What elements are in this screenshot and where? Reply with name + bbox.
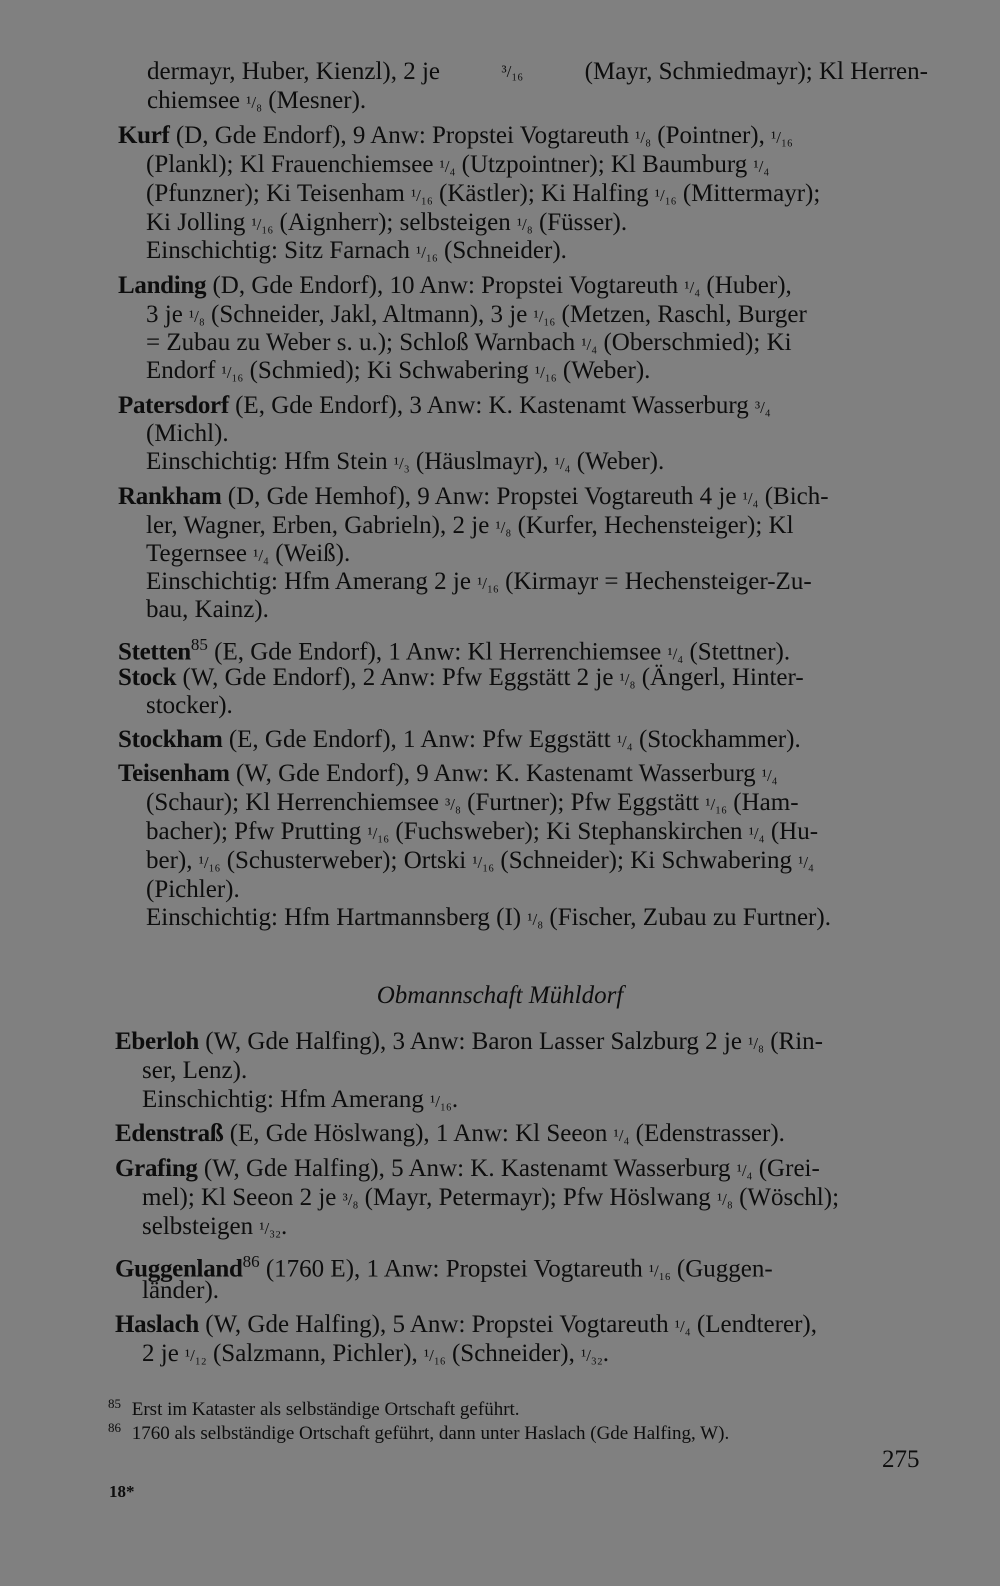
- text: (Pichler).: [146, 876, 240, 903]
- text-line: [147, 58, 928, 86]
- entry-patersdorf: [118, 392, 1000, 422]
- place-name: Haslach: [115, 1311, 200, 1338]
- text-line: [142, 1057, 1000, 1085]
- place-name: Stock: [118, 664, 177, 691]
- text: (Aignherr); selbsteigen: [273, 209, 517, 236]
- text: (Schaur); Kl Herrenchiemsee: [146, 789, 446, 816]
- text: mel); Kl Seeon 2 je: [142, 1184, 343, 1211]
- fraction: ¹/₁₆: [648, 1261, 671, 1281]
- text-line: [142, 1277, 1000, 1305]
- text: 2 je: [142, 1340, 186, 1367]
- text: dermayr, Huber, Kienzl), 2 je: [147, 58, 447, 85]
- fraction: ¹/₈: [189, 307, 205, 326]
- text: 3 je: [146, 301, 190, 328]
- text: = Zubau zu Weber s. u.); Schloß Warnbach: [146, 329, 582, 356]
- fraction: ¹/₁₆: [705, 795, 728, 814]
- text-line: [146, 209, 1000, 239]
- text-line: [142, 1340, 1000, 1370]
- fraction: ¹/₄: [742, 489, 759, 508]
- text: (Mayr, Schmiedmayr); Kl Herren-: [578, 58, 928, 85]
- fraction: ¹/₁₂: [185, 1346, 207, 1365]
- place-name: Eberloh: [115, 1028, 200, 1055]
- text: .: [281, 1213, 288, 1240]
- text: (Mesner).: [262, 87, 367, 114]
- text: ser, Lenz).: [142, 1057, 248, 1084]
- text: (Schneider); Ki Schwabering: [494, 847, 799, 874]
- fraction: ³/₈: [445, 795, 461, 814]
- place-name: Landing: [118, 272, 207, 299]
- text: (Schneider).: [437, 237, 567, 264]
- text: (Huber),: [700, 272, 792, 299]
- text: Tegernsee: [146, 540, 254, 567]
- text: (Hu-: [764, 818, 819, 845]
- text-line: [146, 151, 926, 181]
- footnote-text: Erst im Kataster als selbständige Ortschaft geführt.: [131, 1399, 520, 1421]
- place-name: Guggenland: [115, 1255, 243, 1283]
- text-line: [146, 818, 1000, 848]
- text: (E, Gde Endorf), 3 Anw: K. Kastenamt Wasserburg: [228, 392, 755, 419]
- fraction: ¹/₁₆: [416, 243, 438, 262]
- text: (Schusterweber); Ortski: [220, 847, 473, 874]
- text-line: [146, 568, 1000, 598]
- text-line: [146, 847, 1000, 877]
- text: (Michl).: [146, 420, 229, 447]
- text: (Oberschmied); Ki: [597, 329, 792, 356]
- fraction: ¹/₄: [613, 1126, 630, 1145]
- text-line: [146, 596, 1000, 624]
- text: (Utzpointner); Kl Baumburg: [455, 151, 754, 178]
- footnote-ref: 86: [242, 1252, 260, 1271]
- footnote-ref: 85: [190, 635, 208, 654]
- text: (Furtner); Pfw Eggstätt: [460, 789, 706, 816]
- entry-stock: [118, 664, 1000, 694]
- text: Einschichtig: Hfm Stein: [146, 448, 394, 475]
- text: (Grei-: [752, 1155, 820, 1182]
- place-name: Rankham: [118, 483, 222, 510]
- text-line: [146, 789, 1000, 819]
- place-name: Stetten: [118, 638, 191, 666]
- fraction: ¹/₄: [674, 1317, 691, 1336]
- text-line: [142, 1184, 1000, 1214]
- fraction: ¹/₁₆: [771, 128, 793, 147]
- text: (Plankl); Kl Frauenchiemsee: [146, 151, 440, 178]
- text: (W, Gde Halfing), 5 Anw: K. Kastenamt Wasserburg: [197, 1155, 737, 1182]
- text: (Fischer, Zubau zu Furtner).: [543, 904, 831, 931]
- footnote-number: 86: [108, 1420, 121, 1435]
- entry-landing: [118, 272, 1000, 302]
- fraction: ¹/₄: [616, 732, 633, 751]
- fraction: ¹/₄: [761, 766, 778, 785]
- entry-grafing: [115, 1155, 1000, 1185]
- text: chiemsee: [147, 87, 247, 114]
- text: .: [602, 1340, 610, 1367]
- text: (Stockhammer).: [632, 726, 801, 753]
- text-line: [146, 420, 1000, 448]
- fraction: ³/₈: [342, 1190, 359, 1209]
- entry-edenstrass: [115, 1120, 1000, 1150]
- text-line: [146, 540, 1000, 570]
- text-line: [146, 904, 1000, 934]
- text-line: [146, 357, 1000, 387]
- text: (W, Gde Endorf), 2 Anw: Pfw Eggstätt 2 je: [176, 664, 620, 691]
- text: (E, Gde Endorf), 1 Anw: Pfw Eggstätt: [222, 726, 617, 753]
- entry-rankham: [118, 483, 1000, 513]
- text: (Bich-: [758, 483, 829, 510]
- text: Endorf: [146, 357, 222, 384]
- text: (Kurfer, Hechensteiger); Kl: [511, 512, 794, 539]
- fraction: ¹/₁₆: [477, 574, 499, 593]
- fraction: ¹/₈: [635, 128, 652, 147]
- text-line: [146, 448, 1000, 478]
- fraction: ¹/₄: [753, 157, 770, 176]
- fraction: ¹/₈: [619, 670, 636, 689]
- text: (Guggen-: [670, 1255, 773, 1283]
- text: (Ängerl, Hinter-: [635, 664, 804, 691]
- text-line: [147, 87, 1000, 117]
- fraction: ¹/₈: [246, 93, 263, 112]
- text: (Fuchsweber); Ki Stephanskirchen: [389, 818, 749, 845]
- entry-haslach: [115, 1311, 1000, 1341]
- fraction: ¹/₈: [717, 1190, 733, 1209]
- fraction: ¹/₄: [798, 853, 814, 872]
- text: ler, Wagner, Erben, Gabrieln), 2 je: [146, 512, 496, 539]
- text: (1760 E), 1 Anw: Propstei Vogtareuth: [259, 1255, 649, 1283]
- text: (E, Gde Höslwang), 1 Anw: Kl Seeon: [223, 1120, 614, 1147]
- fraction: ¹/₁₆: [367, 824, 390, 843]
- fraction: ³/₁₆: [501, 62, 524, 81]
- fraction: ¹/₄: [684, 278, 701, 297]
- place-name: Grafing: [115, 1155, 198, 1182]
- fraction: ¹/₁₆: [411, 186, 433, 205]
- text: Einschichtig: Sitz Farnach: [146, 237, 417, 264]
- text-line: [142, 1086, 1000, 1116]
- fraction: ¹/₁₆: [472, 853, 495, 872]
- text: (Edenstrasser).: [629, 1120, 785, 1147]
- footnote-text: 1760 als selbständige Ortschaft geführt, dann unter Haslach (Gde Halfing, W).: [131, 1423, 730, 1445]
- fraction: ¹/₈: [748, 1034, 764, 1053]
- text: (Schmied); Ki Schwabering: [243, 357, 535, 384]
- text-line: [146, 512, 1000, 542]
- place-name: Teisenham: [118, 760, 230, 787]
- fraction: ¹/₁₆: [654, 186, 677, 205]
- fraction: ¹/₃: [393, 454, 410, 473]
- text: Ki Jolling: [146, 209, 252, 236]
- entry-eberloh: [115, 1028, 1000, 1058]
- fraction: ¹/₁₆: [251, 215, 274, 234]
- text: (Rin-: [763, 1028, 824, 1055]
- text: (Schneider, Jakl, Altmann), 3 je: [204, 301, 534, 328]
- fraction: ¹/₄: [736, 1161, 753, 1180]
- footnote-number: 85: [108, 1396, 121, 1411]
- text: (D, Gde Endorf), 9 Anw: Propstei Vogtareuth: [169, 122, 636, 149]
- place-name: Kurf: [118, 122, 170, 149]
- text: (Lendterer),: [690, 1311, 817, 1338]
- text: (Kästler); Ki Halfing: [432, 180, 655, 207]
- text-line: [146, 301, 1000, 331]
- fraction: ¹/₄: [748, 824, 765, 843]
- text-line: [146, 876, 1000, 904]
- footnote: [108, 1414, 1000, 1449]
- text: (W, Gde Halfing), 3 Anw: Baron Lasser Salzburg 2 je: [199, 1028, 749, 1055]
- text: (Salzmann, Pichler),: [206, 1340, 425, 1367]
- text: bau, Kainz).: [146, 596, 269, 623]
- text: (Metzen, Raschl, Burger: [555, 301, 807, 328]
- fraction: ¹/₃₂: [581, 1346, 603, 1365]
- place-name: Stockham: [118, 726, 223, 753]
- fraction: ³/₄: [754, 398, 771, 417]
- fraction: ¹/₁₆: [534, 363, 557, 382]
- fraction: ¹/₈: [527, 910, 544, 929]
- fraction: ¹/₈: [516, 215, 533, 234]
- text: (Mayr, Petermayr); Pfw Höslwang: [358, 1184, 718, 1211]
- fraction: ¹/₄: [554, 454, 571, 473]
- text: (D, Gde Hemhof), 9 Anw: Propstei Vogtareuth 4 je: [221, 483, 743, 510]
- signature-mark: 18*: [109, 1482, 135, 1501]
- fraction: ¹/₄: [253, 546, 269, 565]
- fraction: ¹/₃₂: [259, 1219, 282, 1238]
- text: (Stettner).: [683, 638, 791, 666]
- section-heading: Obmannschaft Mühldorf: [376, 982, 624, 1009]
- text-line: [146, 692, 1000, 720]
- text: länder).: [142, 1277, 220, 1304]
- text: (Weiß).: [268, 540, 351, 567]
- text: (Pfunzner); Ki Teisenham: [146, 180, 412, 207]
- text: Einschichtig: Hfm Amerang 2 je: [146, 568, 478, 595]
- text: (Häuslmayr),: [409, 448, 555, 475]
- text: (Mittermayr);: [676, 180, 821, 207]
- fraction: ¹/₄: [667, 644, 684, 664]
- text: selbsteigen: [142, 1213, 260, 1240]
- place-name: Edenstraß: [115, 1120, 224, 1147]
- fraction: ¹/₄: [439, 157, 456, 176]
- text: (Schneider),: [445, 1340, 582, 1367]
- text-line: [146, 329, 926, 359]
- text: (Weber).: [556, 357, 651, 384]
- text: (D, Gde Endorf), 10 Anw: Propstei Vogtareuth: [206, 272, 685, 299]
- text: (Ham-: [727, 789, 799, 816]
- text: .: [451, 1086, 459, 1113]
- entry-stockham: [118, 726, 1000, 756]
- text: (W, Gde Halfing), 5 Anw: Propstei Vogtareuth: [199, 1311, 675, 1338]
- fraction: ¹/₁₆: [198, 853, 221, 872]
- text: (E, Gde Endorf), 1 Anw: Kl Herrenchiemsee: [207, 638, 668, 666]
- page-number: 275: [882, 1446, 920, 1473]
- place-name: Patersdorf: [118, 392, 229, 419]
- fraction: ¹/₁₆: [221, 363, 244, 382]
- text: (Füsser).: [532, 209, 628, 236]
- text: bacher); Pfw Prutting: [146, 818, 368, 845]
- text: (Wöschl);: [732, 1184, 840, 1211]
- fraction: ¹/₁₆: [430, 1092, 452, 1111]
- fraction: ¹/₄: [581, 335, 598, 354]
- text-line: [146, 237, 1000, 267]
- text: Einschichtig: Hfm Amerang: [142, 1086, 431, 1113]
- entry-kurf: [118, 122, 927, 152]
- fraction: ¹/₁₆: [424, 1346, 446, 1365]
- text: (Weber).: [570, 448, 665, 475]
- text: stocker).: [146, 692, 233, 719]
- text: (Pointner),: [651, 122, 772, 149]
- text-line: [146, 180, 926, 210]
- text: (W, Gde Endorf), 9 Anw: K. Kastenamt Wasserburg: [229, 760, 762, 787]
- text-line: [142, 1213, 1000, 1243]
- entry-teisenham: [118, 760, 1000, 790]
- text: Einschichtig: Hfm Hartmannsberg (I): [146, 904, 528, 931]
- text: ber),: [146, 847, 199, 874]
- text: (Kirmayr = Hechensteiger-Zu-: [498, 568, 812, 595]
- fraction: ¹/₁₆: [533, 307, 556, 326]
- fraction: ¹/₈: [495, 518, 512, 537]
